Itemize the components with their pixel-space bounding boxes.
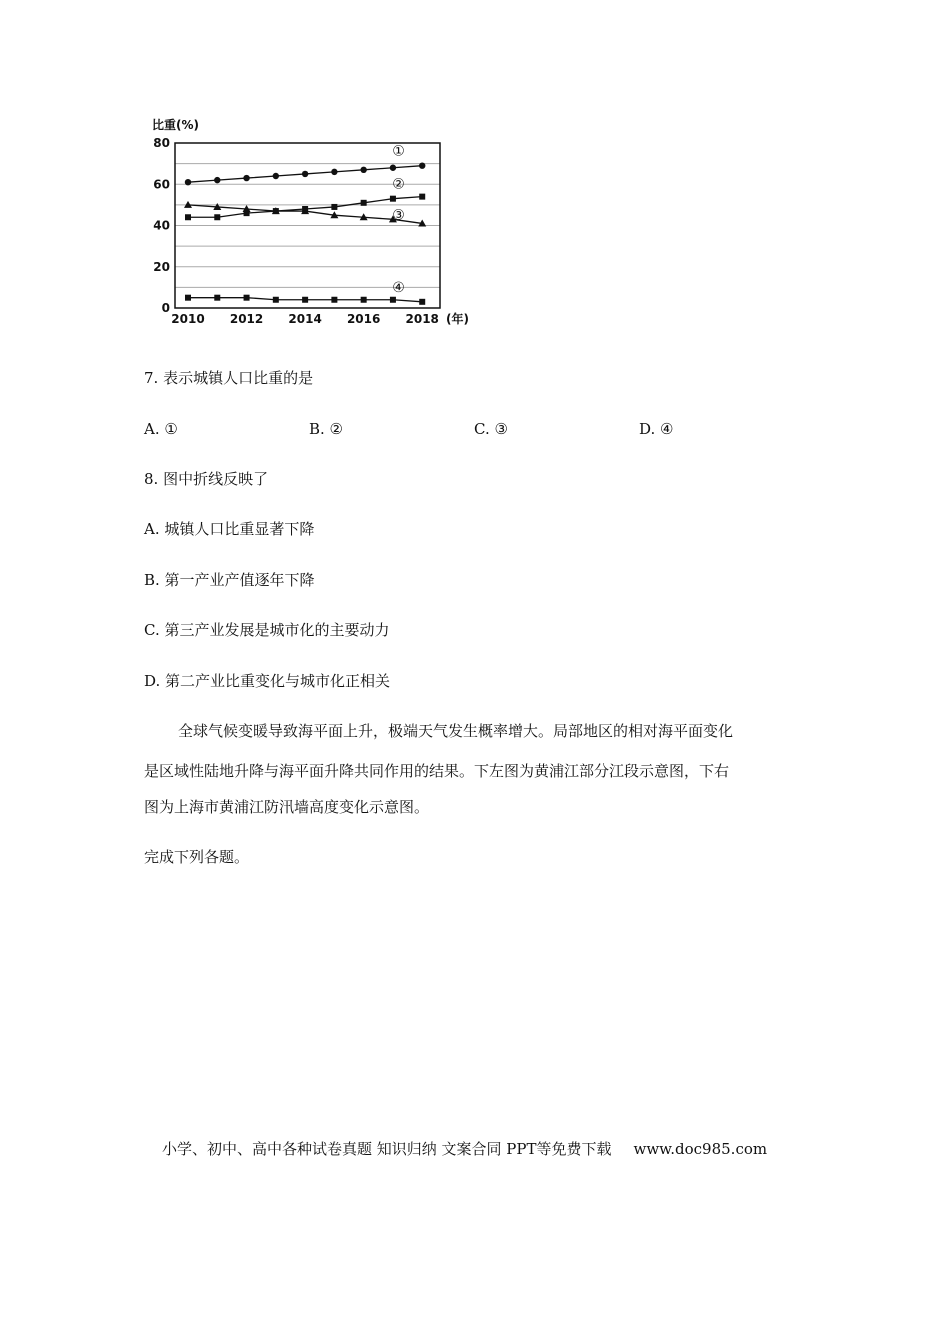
y-tick-label: 60: [153, 177, 170, 192]
data-point: [302, 171, 308, 177]
footer-url[interactable]: www.doc985.com: [633, 1140, 768, 1158]
data-point: [390, 165, 396, 171]
data-point: [273, 173, 279, 179]
data-point: [419, 299, 425, 305]
series-label: ③: [392, 207, 405, 224]
y-tick-label: 20: [153, 259, 170, 274]
data-point: [361, 200, 367, 206]
q8-option-c: C. 第三产业发展是城市化的主要动力: [144, 621, 390, 639]
x-axis-unit: (年): [446, 312, 469, 326]
y-axis-label: 比重(%): [152, 118, 199, 132]
footer-text: 小学、初中、高中各种试卷真题 知识归纳 文案合同 PPT等免费下载: [162, 1140, 612, 1158]
data-point: [214, 177, 220, 183]
data-point: [419, 162, 425, 168]
data-point: [214, 214, 220, 220]
q7-option-d: D. ④: [639, 420, 674, 438]
data-point: [243, 175, 249, 181]
data-point: [331, 204, 337, 210]
data-point: [360, 167, 366, 173]
y-tick-label: 80: [153, 136, 170, 150]
question-7-stem: 7. 表示城镇人口比重的是: [144, 369, 314, 387]
data-point: [185, 179, 191, 185]
data-point: [302, 297, 308, 303]
q7-option-a: A. ①: [144, 420, 178, 438]
data-point: [331, 169, 337, 175]
line-chart: [140, 110, 480, 332]
passage-line-3: 图为上海市黄浦江防汛墙高度变化示意图。: [144, 798, 430, 816]
q8-option-a: A. 城镇人口比重显著下降: [144, 520, 315, 538]
passage-line-1: 全球气候变暖导致海平面上升，极端天气发生概率增大。局部地区的相对海平面变化: [178, 722, 734, 740]
q8-option-b: B. 第一产业产值逐年下降: [144, 571, 315, 589]
data-point: [244, 295, 250, 301]
data-point: [361, 297, 367, 303]
data-point: [214, 295, 220, 301]
passage-line-2: 是区域性陆地升降与海平面升降共同作用的结果。下左图为黄浦江部分江段示意图，下右: [144, 762, 730, 780]
series-label: ①: [392, 143, 405, 160]
q7-option-c: C. ③: [474, 420, 508, 438]
x-tick-label: 2016: [346, 312, 381, 326]
y-tick-label: 40: [153, 218, 170, 233]
data-point: [185, 295, 191, 301]
series-label: ④: [392, 279, 405, 296]
x-tick-label: 2010: [171, 312, 205, 326]
q8-option-d: D. 第二产业比重变化与城市化正相关: [144, 672, 391, 690]
x-tick-label: 2012: [229, 312, 264, 326]
q7-option-b: B. ②: [309, 420, 344, 438]
data-point: [273, 297, 279, 303]
chart-series: [184, 144, 426, 305]
x-tick-labels: [171, 312, 439, 326]
y-tick-label: 0: [161, 301, 170, 315]
x-tick-label: 2018: [405, 312, 439, 326]
instruction-text: 完成下列各题。: [144, 848, 250, 866]
data-point: [419, 194, 425, 200]
question-8-stem: 8. 图中折线反映了: [144, 470, 269, 488]
data-point: [390, 196, 396, 202]
y-tick-labels: [153, 136, 170, 315]
data-point: [331, 297, 337, 303]
x-tick-label: 2014: [288, 312, 322, 326]
footer: [162, 1138, 767, 1160]
data-point: [390, 297, 396, 303]
data-point: [185, 214, 191, 220]
series-label: ②: [392, 176, 405, 193]
